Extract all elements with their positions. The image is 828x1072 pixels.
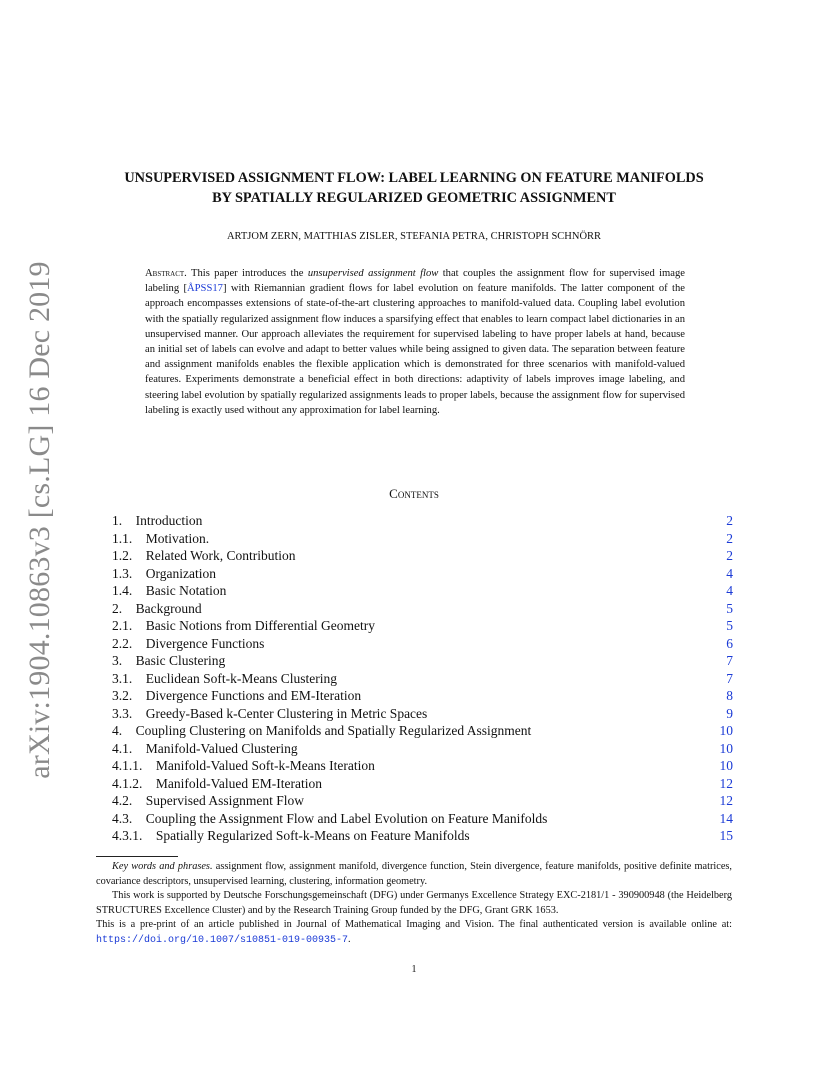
toc-entry[interactable] [112,547,733,565]
footnotes [96,860,732,949]
doi-suffix: . [348,933,351,945]
toc-entry-text: Organization [145,565,216,581]
toc-entry-text: Manifold-Valued Soft-k-Means Iteration [155,758,375,773]
toc-entry-number: 4.1. [112,740,133,756]
toc-entry-title [112,740,298,758]
toc-entry-number: 4.1.1. [112,758,143,773]
toc-entry-title [112,582,226,600]
toc-entry-title [112,792,304,810]
toc-entry-page-link[interactable]: 10 [719,758,733,773]
toc-entry-text: Manifold-Valued EM-Iteration [155,775,322,791]
toc-entry[interactable] [112,757,733,775]
toc-entry-page-link[interactable]: 2 [726,513,733,528]
toc-entry-page-link[interactable]: 9 [726,705,733,721]
toc-entry-text: Spatially Regularized Soft-k-Means on Feature Manifolds [155,828,470,843]
toc-entry[interactable] [112,565,733,583]
toc-entry-title [112,512,202,530]
toc-entry[interactable] [112,827,733,845]
toc-entry-number: 3. [112,653,123,668]
toc-entry-number: 2.2. [112,635,133,651]
toc-entry-number: 4. [112,723,123,738]
toc-entry-number: 1.1. [112,530,133,546]
toc-entry-page-link[interactable]: 6 [726,635,733,651]
toc-entry[interactable] [112,600,733,618]
toc-entry-text: Basic Notions from Differential Geometry [145,618,375,633]
title-line-2: BY SPATIALLY REGULARIZED GEOMETRIC ASSIGNMENT [212,190,616,206]
toc-entry[interactable] [112,652,733,670]
abstract [145,266,685,418]
toc-entry-number: 1. [112,513,123,528]
toc-entry[interactable] [112,512,733,530]
toc-entry-page-link[interactable]: 2 [726,530,733,546]
footnote-rule [96,856,178,857]
toc-entry-number: 3.2. [112,688,133,703]
toc-entry-title [112,775,322,793]
toc-entry-text: Greedy-Based k-Center Clustering in Metric Spaces [145,705,428,721]
toc-entry-number: 1.3. [112,565,133,581]
toc-entry[interactable] [112,810,733,828]
toc-entry-text: Basic Clustering [135,653,226,668]
toc-entry-number: 4.2. [112,793,133,808]
preprint-text: This is a pre-print of an article published in Journal of Mathematical Imaging and Vision. The final authenticated version is available online at: [96,919,732,931]
table-of-contents [112,512,733,845]
toc-entry-page-link[interactable]: 7 [726,653,733,668]
toc-entry-title [112,687,361,705]
toc-entry-number: 1.2. [112,548,133,563]
toc-entry[interactable] [112,792,733,810]
toc-entry[interactable] [112,582,733,600]
author-list: ARTJOM ZERN, MATTHIAS ZISLER, STEFANIA PETRA, CHRISTOPH SCHNÖRR [226,231,602,242]
toc-entry-text: Coupling the Assignment Flow and Label Evolution on Feature Manifolds [145,810,548,826]
keywords-label: Key words and phrases. [112,861,213,872]
toc-entry-title [112,652,225,670]
doi-link[interactable]: https://doi.org/10.1007/s10851-019-00935-7 [96,934,349,946]
abstract-text-3: ] with Riemannian gradient flows for label evolution on feature manifolds. The latter component of the approach encompasses extensions of state-of-the-art clustering approaches to manifold-valued data. Coupling label evolution with the spatially regularized assignment flow induces a sparsifying effect that enables to learn compact label dictionaries in an unsupervised manner. Our approach alleviates the requirement for supervised labeling to have proper labels at hand, because an initial set of labels can evolve and adapt to better values while being assigned to given data. The separation between feature and assignment manifolds enables the flexible application which is demonstrated for three scenarios with manifold-valued features. Experiments demonstrate a beneficial effect in both directions: adaptivity of labels improves image labeling, and steering label evolution by spatially regularized assignments leads to proper labels, because the assignment flow for supervised labeling is exactly used without any approximation for label learning. [145,283,685,416]
abstract-emphasis: unsupervised assignment flow [307,268,439,279]
abstract-label: Abstract. [145,268,187,279]
toc-entry-title [112,670,337,688]
toc-entry-text: Coupling Clustering on Manifolds and Spatially Regularized Assignment [135,723,532,738]
toc-entry[interactable] [112,670,733,688]
toc-entry-page-link[interactable]: 5 [726,600,733,616]
toc-entry-page-link[interactable]: 10 [719,723,733,738]
toc-entry-title [112,722,531,740]
toc-entry[interactable] [112,775,733,793]
toc-entry-page-link[interactable]: 4 [726,565,733,581]
toc-entry-page-link[interactable]: 5 [726,618,733,633]
abstract-text-2: that couples the assignment flow for supervised image labeling [ [145,268,685,295]
toc-entry-number: 4.3. [112,810,133,826]
toc-entry[interactable] [112,617,733,635]
toc-entry[interactable] [112,722,733,740]
toc-entry-number: 1.4. [112,583,133,598]
toc-entry-number: 4.3.1. [112,828,143,843]
toc-entry-text: Supervised Assignment Flow [145,793,305,808]
toc-entry-number: 2. [112,600,123,616]
page-number: 1 [411,964,417,975]
toc-entry-page-link[interactable]: 4 [726,583,733,598]
toc-entry-number: 4.1.2. [112,775,143,791]
preprint-footnote [96,918,732,948]
toc-entry-page-link[interactable]: 2 [726,548,733,563]
toc-entry-page-link[interactable]: 7 [726,670,733,686]
toc-entry[interactable] [112,530,733,548]
toc-entry-title [112,547,296,565]
toc-entry-title [112,705,427,723]
keywords-text: assignment flow, assignment manifold, divergence function, Stein divergence, feature manifolds, positive definite matrices, covariance descriptors, unsupervised learning, clustering, information geometry. [96,861,732,887]
toc-entry-number: 3.1. [112,670,133,686]
paper-title [100,168,728,208]
toc-entry-number: 2.1. [112,618,133,633]
toc-entry-title [112,757,375,775]
toc-entry-text: Manifold-Valued Clustering [145,740,298,756]
toc-entry[interactable] [112,635,733,653]
toc-entry-text: Related Work, Contribution [145,548,296,563]
toc-entry-title [112,810,547,828]
toc-entry-text: Euclidean Soft-k-Means Clustering [145,670,337,686]
keywords-footnote [96,860,732,889]
toc-entry[interactable] [112,687,733,705]
toc-entry-text: Basic Notation [145,583,227,598]
toc-entry-title [112,617,375,635]
funding-footnote: This work is supported by Deutsche Forschungsgemeinschaft (DFG) under Germanys Excellence Strategy EXC-2181/1 - 390900948 (the Heidelberg STRUCTURES Excellence Cluster) and by the Research Training Group funded by the DFG, Grant GRK 1653. [96,890,732,916]
toc-entry-page-link[interactable]: 15 [719,828,733,843]
toc-entry-text: Motivation. [145,530,210,546]
toc-entry-title [112,635,264,653]
toc-entry-title [112,565,216,583]
toc-entry-page-link[interactable]: 12 [719,775,733,791]
toc-entry-text: Background [135,600,202,616]
toc-entry-number: 3.3. [112,705,133,721]
toc-entry-page-link[interactable]: 10 [719,740,733,756]
toc-entry[interactable] [112,705,733,723]
title-line-1: UNSUPERVISED ASSIGNMENT FLOW: LABEL LEARNING ON FEATURE MANIFOLDS [124,170,704,186]
toc-entry-text: Divergence Functions and EM-Iteration [145,688,362,703]
toc-entry-title [112,600,202,618]
citation-link[interactable]: ÅPSS17 [187,283,223,295]
toc-entry-title [112,827,470,845]
toc-entry-page-link[interactable]: 14 [719,810,733,826]
toc-entry-page-link[interactable]: 12 [719,793,733,808]
arxiv-identifier-stamp: arXiv:1904.10863v3 [cs.LG] 16 Dec 2019 [23,261,56,779]
contents-heading: Contents [389,486,439,501]
toc-entry-text: Divergence Functions [145,635,265,651]
toc-entry-text: Introduction [135,513,203,528]
toc-entry-page-link[interactable]: 8 [726,688,733,703]
toc-entry-title [112,530,209,548]
toc-entry[interactable] [112,740,733,758]
abstract-text-1: This paper introduces the [190,268,304,279]
